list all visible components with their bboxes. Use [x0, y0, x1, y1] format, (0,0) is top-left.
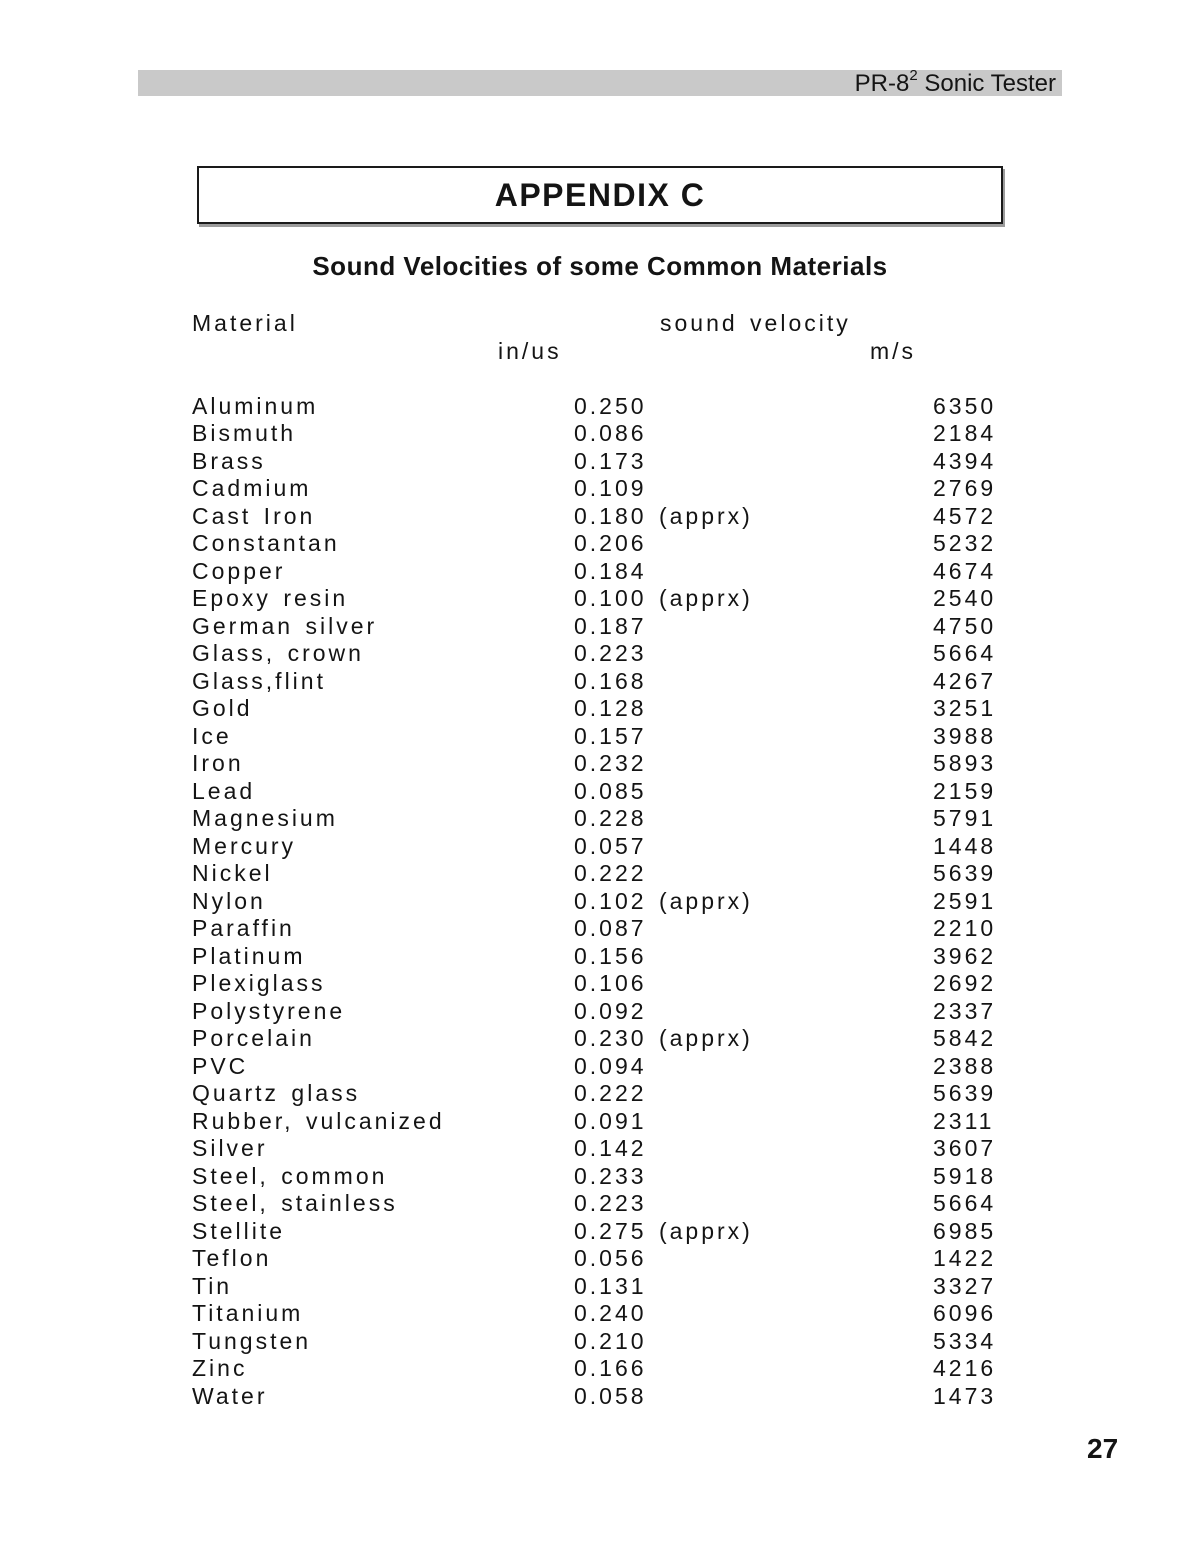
material-name: Steel, common — [192, 1162, 388, 1189]
material-name: Glass, crown — [192, 640, 364, 666]
m-s-value: 2692 — [933, 970, 997, 996]
material-name: Quartz glass — [192, 1080, 361, 1106]
table-row — [192, 943, 1022, 971]
in-us-value: 0.168 — [574, 667, 647, 694]
material-name: Copper — [192, 557, 286, 584]
table-row — [192, 1108, 1022, 1136]
m-s-value: 5664 — [933, 1190, 997, 1216]
table-row — [192, 998, 1022, 1026]
table-row — [192, 585, 1022, 613]
material-name: Cast Iron — [192, 502, 316, 529]
material-name: Cadmium — [192, 475, 312, 501]
table-row — [192, 1053, 1022, 1081]
table-row — [192, 613, 1022, 641]
m-s-value: 4267 — [933, 667, 997, 694]
m-s-value: 4750 — [933, 612, 997, 639]
in-us-value: 0.057 — [574, 832, 647, 859]
table-row — [192, 1218, 1022, 1246]
m-s-value: 5791 — [933, 805, 997, 831]
m-s-value: 2540 — [933, 585, 997, 611]
material-name: Constantan — [192, 530, 340, 556]
material-name: Tin — [192, 1272, 233, 1299]
m-s-value: 1422 — [933, 1245, 997, 1271]
table-row — [192, 860, 1022, 888]
material-name: Nylon — [192, 887, 266, 914]
in-us-value: 0.156 — [574, 942, 647, 969]
page-number: 27 — [1087, 1433, 1119, 1464]
m-s-value: 5639 — [933, 860, 997, 886]
table-row — [192, 1245, 1022, 1273]
m-s-value: 5842 — [933, 1025, 997, 1051]
material-name: Porcelain — [192, 1025, 315, 1051]
table-row — [192, 1080, 1022, 1108]
m-s-value: 2184 — [933, 420, 997, 446]
m-s-value: 1448 — [933, 832, 997, 859]
table-row — [192, 805, 1022, 833]
in-us-value: 0.223 — [574, 640, 647, 666]
table-row — [192, 1163, 1022, 1191]
in-us-value: 0.092 — [574, 997, 647, 1024]
m-s-value: 5334 — [933, 1327, 997, 1354]
in-us-value: 0.233 — [574, 1162, 647, 1189]
m-s-value: 4216 — [933, 1355, 997, 1381]
in-us-value: 0.058 — [574, 1382, 647, 1409]
material-name: Magnesium — [192, 805, 338, 831]
material-name: Lead — [192, 777, 256, 804]
material-name: Polystyrene — [192, 997, 346, 1024]
in-us-value: 0.131 — [574, 1272, 647, 1299]
table-row — [192, 1273, 1022, 1301]
in-us-value: 0.250 — [574, 392, 647, 419]
material-name: Teflon — [192, 1245, 272, 1271]
table-row — [192, 695, 1022, 723]
table-row — [192, 833, 1022, 861]
document-header-bar — [138, 67, 1062, 97]
material-name: German silver — [192, 612, 378, 639]
m-s-value: 2769 — [933, 475, 997, 501]
table-row — [192, 723, 1022, 751]
product-suffix: Sonic Tester — [917, 70, 1056, 97]
table-row — [192, 1328, 1022, 1356]
m-s-value: 5918 — [933, 1162, 997, 1189]
material-name: Mercury — [192, 832, 297, 859]
table-row — [192, 915, 1022, 943]
material-name: Nickel — [192, 860, 273, 886]
in-us-value: 0.086 — [574, 420, 647, 446]
materials-table — [192, 310, 1022, 1410]
in-us-value: 0.100 (apprx) — [574, 585, 753, 611]
in-us-value: 0.222 — [574, 860, 647, 886]
table-row — [192, 558, 1022, 586]
material-name: Iron — [192, 750, 244, 776]
table-row — [192, 448, 1022, 476]
in-us-value: 0.087 — [574, 915, 647, 941]
m-s-value: 5232 — [933, 530, 997, 556]
in-us-value: 0.102 (apprx) — [574, 887, 753, 914]
in-us-value: 0.173 — [574, 447, 647, 474]
table-row — [192, 1135, 1022, 1163]
table-header-row-1 — [192, 310, 1022, 338]
table-row — [192, 475, 1022, 503]
in-us-value: 0.109 — [574, 475, 647, 501]
material-name: Steel, stainless — [192, 1190, 398, 1216]
m-s-value: 6985 — [933, 1217, 997, 1244]
in-us-value: 0.206 — [574, 530, 647, 556]
table-header-row-2 — [192, 338, 1022, 366]
product-superscript: 2 — [909, 67, 918, 84]
m-s-value: 3607 — [933, 1135, 997, 1161]
table-row — [192, 1300, 1022, 1328]
m-s-value: 5893 — [933, 750, 997, 776]
material-name: Bismuth — [192, 420, 297, 446]
table-row — [192, 778, 1022, 806]
m-s-value: 5639 — [933, 1080, 997, 1106]
material-name: Tungsten — [192, 1327, 312, 1354]
column-header-material: Material — [192, 310, 298, 336]
material-name: Water — [192, 1382, 268, 1409]
material-name: Gold — [192, 695, 253, 721]
material-name: Plexiglass — [192, 970, 326, 996]
in-us-value: 0.210 — [574, 1327, 647, 1354]
m-s-value: 2591 — [933, 887, 997, 914]
material-name: Aluminum — [192, 392, 319, 419]
column-header-in-us: in/us — [498, 337, 562, 364]
in-us-value: 0.275 (apprx) — [574, 1217, 753, 1244]
m-s-value: 3251 — [933, 695, 997, 721]
product-name: PR-8 — [854, 70, 910, 97]
material-name: Zinc — [192, 1355, 248, 1381]
in-us-value: 0.085 — [574, 777, 647, 804]
table-row — [192, 888, 1022, 916]
m-s-value: 2337 — [933, 997, 997, 1024]
in-us-value: 0.240 — [574, 1300, 647, 1326]
material-name: Paraffin — [192, 915, 295, 941]
m-s-value: 3988 — [933, 722, 997, 749]
material-name: Rubber, vulcanized — [192, 1107, 445, 1134]
material-name: Ice — [192, 722, 232, 749]
materials-table-body — [192, 393, 1022, 1411]
m-s-value: 5664 — [933, 640, 997, 666]
in-us-value: 0.056 — [574, 1245, 647, 1271]
table-row — [192, 420, 1022, 448]
m-s-value: 6096 — [933, 1300, 997, 1326]
m-s-value: 2311 — [933, 1107, 995, 1134]
table-row — [192, 1025, 1022, 1053]
material-name: Titanium — [192, 1300, 304, 1326]
m-s-value: 2210 — [933, 915, 997, 941]
material-name: Glass,flint — [192, 667, 326, 694]
column-header-m-s: m/s — [870, 337, 917, 364]
m-s-value: 6350 — [933, 392, 997, 419]
in-us-value: 0.230 (apprx) — [574, 1025, 753, 1051]
m-s-value: 3327 — [933, 1272, 997, 1299]
appendix-title-box — [197, 166, 1003, 224]
in-us-value: 0.106 — [574, 970, 647, 996]
in-us-value: 0.128 — [574, 695, 647, 721]
material-name: Brass — [192, 447, 266, 474]
m-s-value: 3962 — [933, 942, 997, 969]
table-row — [192, 530, 1022, 558]
table-row — [192, 750, 1022, 778]
table-row — [192, 1383, 1022, 1411]
page-title: APPENDIX C — [494, 176, 706, 213]
in-us-value: 0.166 — [574, 1355, 647, 1381]
column-header-sound-velocity: sound velocity — [660, 310, 851, 336]
material-name: Platinum — [192, 942, 306, 969]
table-row — [192, 970, 1022, 998]
in-us-value: 0.091 — [574, 1107, 647, 1134]
table-row — [192, 393, 1022, 421]
m-s-value: 4572 — [933, 502, 997, 529]
in-us-value: 0.094 — [574, 1052, 647, 1079]
in-us-value: 0.184 — [574, 557, 647, 584]
table-row — [192, 668, 1022, 696]
page-subtitle: Sound Velocities of some Common Materials — [312, 251, 888, 281]
in-us-value: 0.142 — [574, 1135, 647, 1161]
material-name: Silver — [192, 1135, 268, 1161]
table-row — [192, 640, 1022, 668]
table-header-spacer — [192, 365, 1022, 393]
m-s-value: 4394 — [933, 447, 997, 474]
material-name: Epoxy resin — [192, 585, 349, 611]
m-s-value: 1473 — [933, 1382, 997, 1409]
in-us-value: 0.222 — [574, 1080, 647, 1106]
m-s-value: 2159 — [933, 777, 997, 804]
table-row — [192, 503, 1022, 531]
in-us-value: 0.223 — [574, 1190, 647, 1216]
in-us-value: 0.180 (apprx) — [574, 502, 753, 529]
in-us-value: 0.187 — [574, 612, 647, 639]
material-name: PVC — [192, 1052, 249, 1079]
in-us-value: 0.157 — [574, 722, 647, 749]
in-us-value: 0.228 — [574, 805, 647, 831]
m-s-value: 4674 — [933, 557, 997, 584]
material-name: Stellite — [192, 1217, 286, 1244]
table-row — [192, 1190, 1022, 1218]
table-row — [192, 1355, 1022, 1383]
in-us-value: 0.232 — [574, 750, 647, 776]
m-s-value: 2388 — [933, 1052, 997, 1079]
